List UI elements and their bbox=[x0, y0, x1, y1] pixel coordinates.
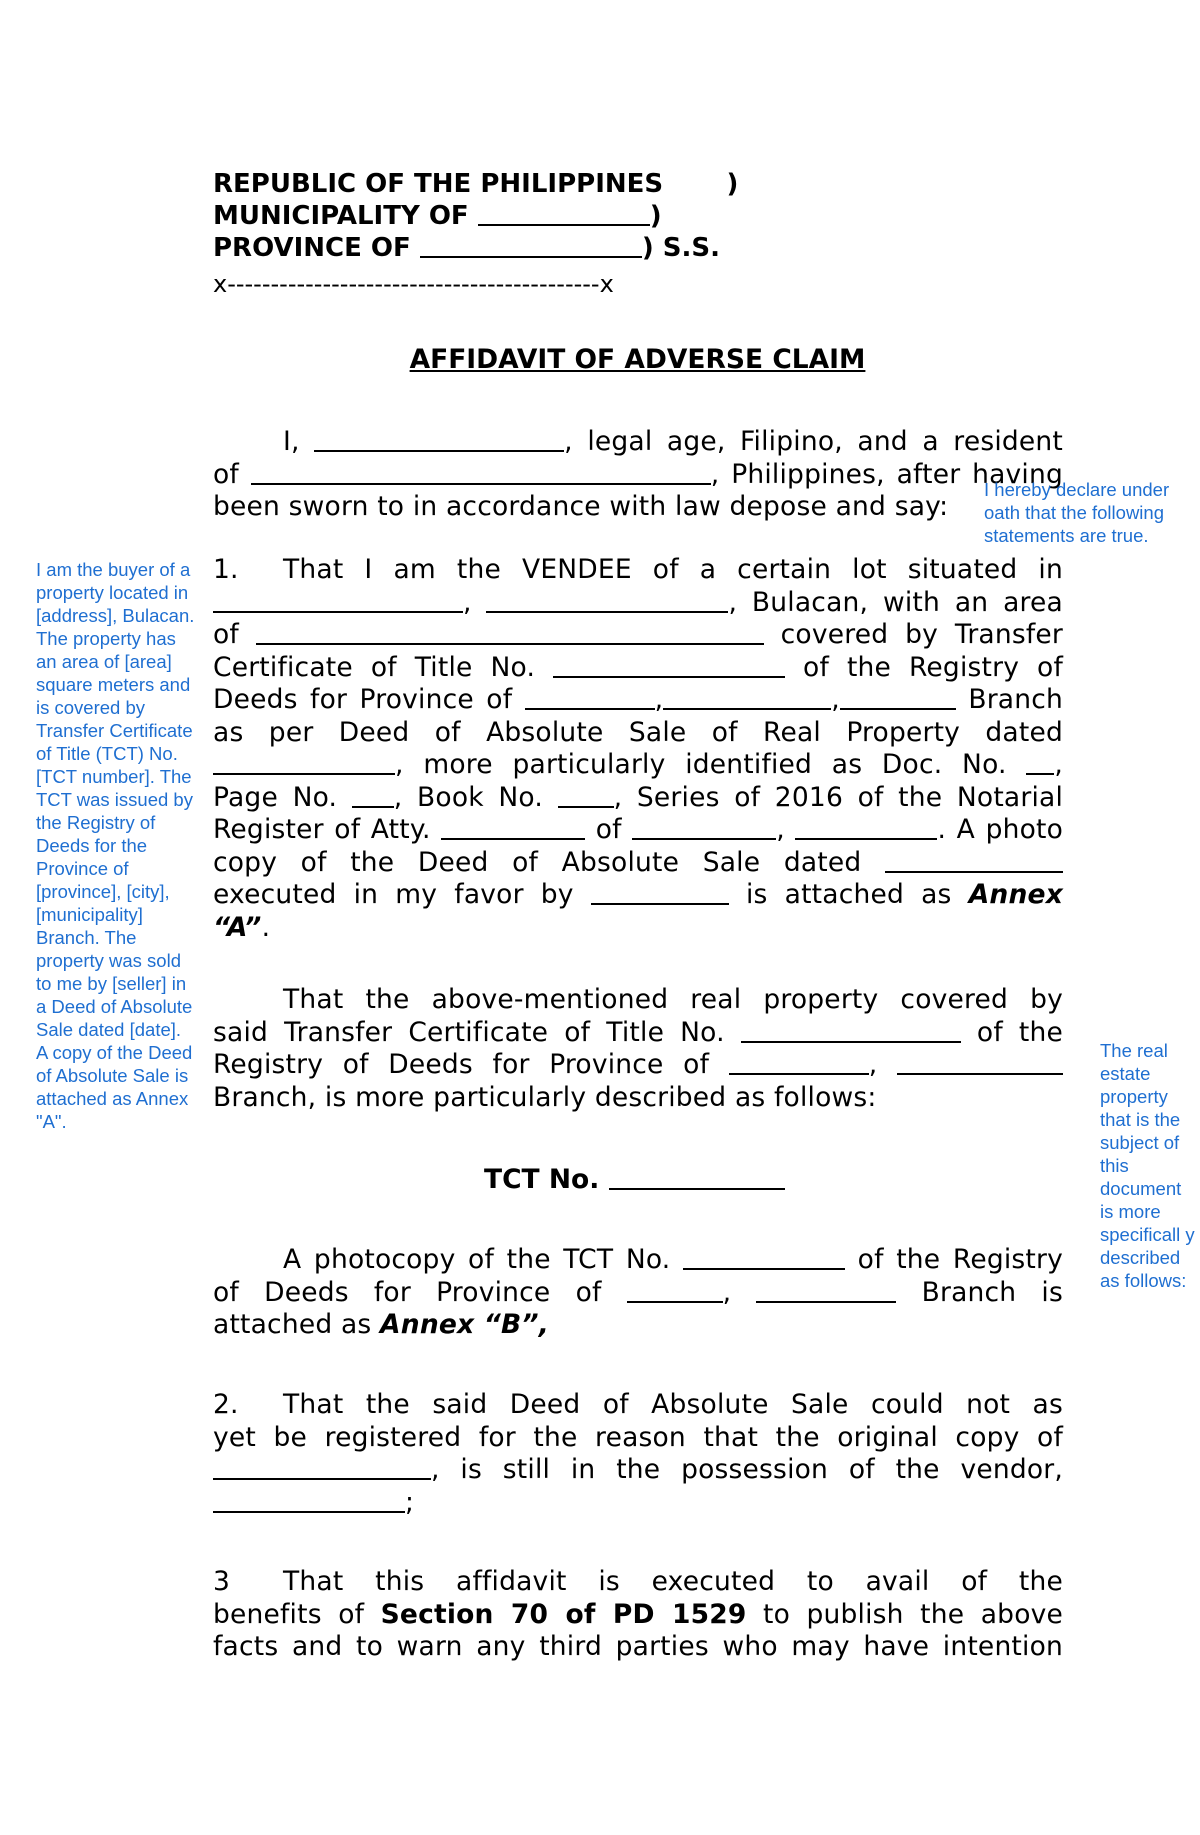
desc-province-blank bbox=[729, 1049, 869, 1075]
separator-line: x-------------------------------------------x bbox=[213, 270, 614, 298]
photo-tct-blank bbox=[683, 1244, 845, 1270]
sale-date-blank bbox=[885, 847, 1063, 873]
para1-annex-a: “A” bbox=[213, 911, 262, 943]
para1-branch: Branch bbox=[968, 684, 1063, 715]
para1-comma-2: , bbox=[654, 684, 664, 715]
para1-photo: . A photo bbox=[937, 814, 1064, 845]
municipality-blank bbox=[478, 200, 650, 226]
paragraph-3 bbox=[213, 1566, 1063, 1664]
para2-number: 2. bbox=[213, 1389, 239, 1420]
para1-line: That I am the VENDEE of a certain lot situated in bbox=[283, 554, 1063, 585]
tct-heading-label: TCT No. bbox=[484, 1164, 600, 1195]
province-blank-1 bbox=[525, 684, 655, 710]
para1-comma-4: , bbox=[1054, 749, 1063, 780]
photocopy-paragraph bbox=[213, 1244, 1063, 1342]
vendor-blank bbox=[591, 879, 729, 905]
photo-annex-b: Annex “B”, bbox=[380, 1309, 549, 1340]
tct-heading bbox=[484, 1164, 785, 1195]
header-paren: ) bbox=[649, 201, 662, 231]
para3-section: Section 70 of PD 1529 bbox=[380, 1598, 747, 1630]
document-title: AFFIDAVIT OF ADVERSE CLAIM bbox=[409, 344, 866, 375]
para3-publish: to publish the above bbox=[763, 1598, 1063, 1630]
desc-registry: Registry of Deeds for Province of bbox=[213, 1049, 710, 1080]
atty-place-blank-2 bbox=[795, 814, 937, 840]
photo-branch: Branch is bbox=[921, 1276, 1064, 1308]
para1-book: , Book No. bbox=[393, 781, 544, 813]
deed-date-blank bbox=[213, 749, 395, 775]
atty-place-blank-1 bbox=[632, 814, 776, 840]
doc-no-blank bbox=[1026, 749, 1054, 775]
header-municipality-label: MUNICIPALITY OF bbox=[213, 201, 478, 231]
para1-of: of bbox=[213, 619, 239, 650]
paragraph-2 bbox=[213, 1389, 1063, 1519]
para1-annex: Annex bbox=[968, 879, 1063, 910]
para2-semicolon: ; bbox=[405, 1486, 415, 1518]
para1-executed: executed in my favor by bbox=[213, 879, 574, 910]
para1-of-2: of bbox=[595, 814, 622, 845]
original-copy-blank bbox=[213, 1454, 431, 1480]
para2-line-3: , is still in the possession of the vendor, bbox=[431, 1454, 1063, 1485]
area-blank bbox=[256, 619, 764, 645]
para1-registry: of the Registry of bbox=[803, 651, 1063, 683]
province-blank bbox=[420, 232, 642, 258]
page-no-blank bbox=[352, 782, 394, 808]
tct-heading-blank bbox=[609, 1164, 785, 1190]
para1-register: Register of Atty. bbox=[213, 814, 431, 845]
photo-deeds: of Deeds for Province of bbox=[213, 1276, 602, 1308]
desc-comma: , bbox=[868, 1049, 878, 1080]
para1-deeds: Deeds for Province of bbox=[213, 684, 513, 715]
header-ss: ) S.S. bbox=[641, 233, 720, 263]
para2-line-1: That the said Deed of Absolute Sale could not as bbox=[283, 1389, 1063, 1420]
intro-of: of bbox=[213, 458, 239, 490]
para1-copy: copy of the Deed of Absolute Sale dated bbox=[213, 846, 862, 878]
para1-comma-5: , bbox=[776, 814, 785, 845]
para3-line-1: That this affidavit is executed to avail of the bbox=[283, 1566, 1063, 1597]
residence-blank bbox=[251, 459, 711, 485]
left-margin-note: I am the buyer of a property located in [address], Bulacan. The property has an area of [area] square meters and is covered by Transfer Certificate of Title (TCT) No. [TCT number]. The TCT was issued by the Registry of Deeds for the Province of [province], [city], [municipality] Branch. The property was sold to me by [seller] in a Deed of Absolute Sale dated [date]. A copy of the Deed of Absolute Sale is attached as Annex "A". bbox=[36, 559, 195, 1132]
para3-number: 3 bbox=[213, 1566, 231, 1597]
desc-branch: Branch, is more particularly described as follows: bbox=[213, 1081, 877, 1113]
para1-page: Page No. bbox=[213, 781, 338, 813]
municipality-blank-1 bbox=[840, 684, 956, 710]
right-top-note: I hereby declare under oath that the following statements are true. bbox=[984, 479, 1170, 546]
description-paragraph bbox=[213, 984, 1063, 1114]
para1-number: 1. bbox=[213, 554, 239, 585]
intro-sworn: been sworn to in accordance with law depose and say: bbox=[213, 491, 949, 522]
para2-line-2: yet be registered for the reason that the original copy of bbox=[213, 1421, 1063, 1453]
caption-header bbox=[213, 168, 738, 264]
city-blank bbox=[663, 684, 831, 710]
desc-tct-blank bbox=[741, 1017, 961, 1043]
para3-line-3: facts and to warn any third parties who may have intention bbox=[213, 1631, 1063, 1662]
vendor-name-blank bbox=[213, 1487, 405, 1513]
para1-doc: , more particularly identified as Doc. No. bbox=[395, 749, 1007, 780]
intro-text: , legal age, Filipino, and a resident bbox=[564, 426, 1064, 457]
photo-province-blank bbox=[627, 1277, 723, 1303]
header-province-label: PROVINCE OF bbox=[213, 233, 420, 263]
para1-comma: , bbox=[463, 586, 472, 618]
photo-registry: of the Registry bbox=[857, 1244, 1063, 1275]
right-mid-note: The real estate property that is the subject of this document is more specificall y described as follows: bbox=[1100, 1040, 1195, 1291]
location-blank-1 bbox=[213, 587, 463, 613]
atty-blank bbox=[441, 814, 585, 840]
location-blank-2 bbox=[486, 587, 728, 613]
desc-city-blank bbox=[897, 1049, 1063, 1075]
intro-philippines: , Philippines, after having bbox=[710, 458, 1063, 490]
para1-period: . bbox=[261, 911, 271, 943]
para1-series: , Series of 2016 of the Notarial bbox=[613, 781, 1064, 813]
para1-bulacan: , Bulacan, with an area bbox=[728, 586, 1063, 618]
header-republic: REPUBLIC OF THE PHILIPPINES ) bbox=[213, 169, 739, 199]
para1-deed-line: as per Deed of Absolute Sale of Real Property dated bbox=[213, 716, 1063, 748]
desc-of-the: of the bbox=[976, 1016, 1064, 1048]
intro-i: I, bbox=[283, 426, 300, 457]
intro-paragraph bbox=[213, 426, 1063, 524]
tct-number-blank bbox=[553, 652, 785, 678]
photo-comma: , bbox=[722, 1276, 732, 1308]
photo-attached: attached as bbox=[213, 1309, 372, 1340]
paragraph-1 bbox=[213, 554, 1063, 944]
photo-tct: A photocopy of the TCT No. bbox=[283, 1244, 671, 1275]
para1-comma-3: , bbox=[831, 684, 840, 715]
book-no-blank bbox=[558, 782, 614, 808]
desc-tct: said Transfer Certificate of Title No. bbox=[213, 1016, 725, 1048]
para1-covered: covered by Transfer bbox=[780, 619, 1063, 650]
para3-benefits: benefits of bbox=[213, 1598, 365, 1630]
para1-tct: Certificate of Title No. bbox=[213, 651, 536, 683]
desc-line-1: That the above-mentioned real property covered by bbox=[283, 984, 1063, 1015]
affiant-name-blank bbox=[314, 426, 564, 452]
para1-attached: is attached as bbox=[745, 879, 952, 910]
photo-city-blank bbox=[756, 1277, 896, 1303]
